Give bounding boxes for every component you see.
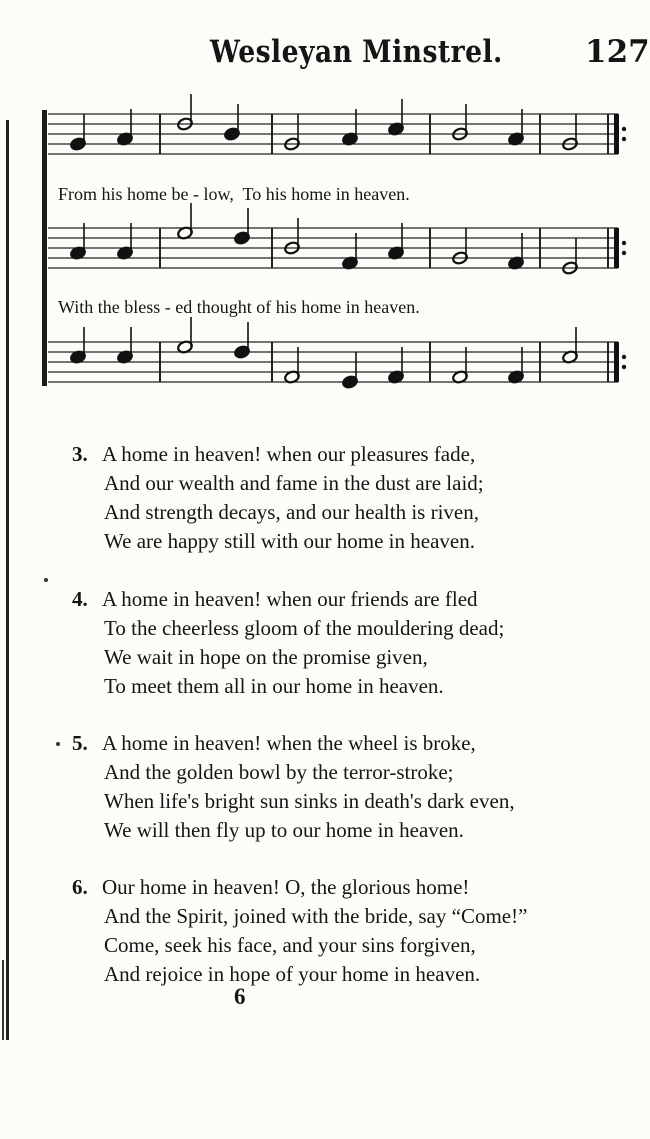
repeat-dot (622, 241, 626, 245)
stanza-line: 3. A home in heaven! when our pleasures fade, (72, 440, 632, 469)
stanza-line: 4. A home in heaven! when our friends are fled (72, 585, 632, 614)
verse-number: 3. (72, 442, 88, 466)
stanza-line: And the Spirit, joined with the bride, say “Come!” (104, 904, 528, 928)
verse-number: 4. (72, 587, 88, 611)
final-bar (614, 114, 619, 154)
stanza-6 (72, 873, 632, 989)
stanza-line: 5. A home in heaven! when the wheel is broke, (72, 729, 632, 758)
repeat-dot (622, 365, 626, 369)
stanza-line: And the golden bowl by the terror-stroke; (104, 760, 454, 784)
left-margin-rule-lower (2, 960, 4, 1040)
repeat-dot (622, 251, 626, 255)
stanza-line: When life's bright sun sinks in death's dark even, (104, 789, 515, 813)
stanza-line: To the cheerless gloom of the mouldering dead; (104, 616, 505, 640)
stanza-3 (72, 440, 632, 556)
stanza-line: And strength decays, and our health is riven, (104, 500, 479, 524)
signature-mark: 6 (234, 984, 246, 1009)
final-bar (614, 342, 619, 382)
stanza-line: To meet them all in our home in heaven. (104, 674, 444, 698)
final-bar (614, 228, 619, 268)
system-bracket (42, 110, 47, 386)
stanza-4 (72, 585, 632, 701)
stanza-line: We are happy still with our home in heaven. (104, 529, 475, 553)
stanza-line: And our wealth and fame in the dust are laid; (104, 471, 484, 495)
stanza-line: 6. Our home in heaven! O, the glorious home! (72, 873, 632, 902)
running-title: Wesleyan Minstrel. (210, 34, 503, 70)
stanza-line: Come, seek his face, and your sins forgiven, (104, 933, 476, 957)
music-notation (0, 0, 640, 420)
verse-number: 6. (72, 875, 88, 899)
print-speck (56, 742, 60, 746)
verse-number: 5. (72, 731, 88, 755)
stanza-line: We will then fly up to our home in heaven. (104, 818, 464, 842)
page-number: 127 (585, 34, 650, 70)
music-staves (42, 94, 626, 389)
repeat-dot (622, 137, 626, 141)
stanza-line: We wait in hope on the promise given, (104, 645, 428, 669)
lyric-line-2: With the bless - ed thought of his home in heaven. (58, 297, 420, 317)
repeat-dot (622, 127, 626, 131)
stanza-line: And rejoice in hope of your home in heaven. (104, 962, 481, 986)
repeat-dot (622, 355, 626, 359)
lyric-line-1: From his home be - low, To his home in heaven. (58, 184, 410, 204)
stanza-5 (72, 729, 632, 845)
print-speck (44, 578, 48, 582)
